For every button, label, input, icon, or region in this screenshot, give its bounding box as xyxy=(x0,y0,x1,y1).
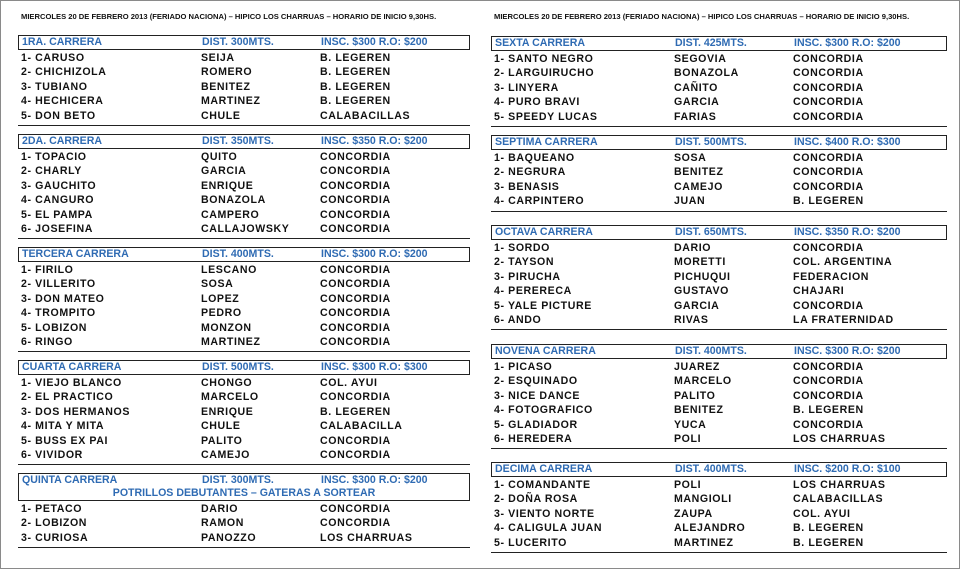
jockey-name: SOSA xyxy=(201,278,234,291)
jockey-name: MONZON xyxy=(201,321,252,334)
entry-row xyxy=(491,536,947,550)
race-inscription: INSC. $300 R.O: $200 xyxy=(794,345,901,357)
stable-origin: CONCORDIA xyxy=(793,389,864,402)
horse-name: 5- GLADIADOR xyxy=(494,418,578,431)
stable-origin: CALABACILLAS xyxy=(793,493,884,506)
race-divider xyxy=(18,547,470,548)
race-block xyxy=(491,135,947,212)
entry-row xyxy=(18,80,470,94)
jockey-name: ENRIQUE xyxy=(201,405,254,418)
race-header xyxy=(491,135,947,150)
race-distance: DIST. 400MTS. xyxy=(202,248,274,260)
race-subtitle: POTRILLOS DEBUTANTES – GATERAS A SORTEAR xyxy=(112,487,376,499)
entry-row xyxy=(18,335,470,349)
race-divider xyxy=(18,238,470,239)
right-heading: MIERCOLES 20 DE FEBRERO 2013 (FERIADO NACIONA) – HIPICO LOS CHARRUAS – HORARIO DE INICIO 9,30HS. xyxy=(494,12,910,21)
entry-row xyxy=(18,516,470,530)
stable-origin: CONCORDIA xyxy=(320,208,391,221)
race-distance: DIST. 650MTS. xyxy=(675,226,747,238)
jockey-name: CHONGO xyxy=(201,377,253,389)
jockey-name: SEIJA xyxy=(201,52,235,64)
race-name: SEPTIMA CARRERA xyxy=(495,136,598,148)
stable-origin: B. LEGEREN xyxy=(320,52,391,64)
horse-name: 4- MITA Y MITA xyxy=(21,420,105,433)
jockey-name: BENITEZ xyxy=(201,80,251,93)
race-inscription: INSC. $300 R.O: $200 xyxy=(321,474,428,486)
stable-origin: CONCORDIA xyxy=(320,503,391,515)
entry-row xyxy=(18,150,470,164)
jockey-name: PALITO xyxy=(674,389,716,402)
stable-origin: CONCORDIA xyxy=(320,179,391,192)
jockey-name: ZAUPA xyxy=(674,507,713,520)
horse-name: 3- PIRUCHA xyxy=(494,270,561,283)
jockey-name: PICHUQUI xyxy=(674,270,731,283)
horse-name: 5- DON BETO xyxy=(21,109,96,122)
jockey-name: CALLAJOWSKY xyxy=(201,222,290,235)
jockey-name: PANOZZO xyxy=(201,531,257,544)
race-header xyxy=(491,225,947,240)
horse-name: 4- CALIGULA JUAN xyxy=(494,522,603,535)
entry-row xyxy=(18,51,470,65)
race-inscription: INSC. $400 R.O: $300 xyxy=(794,136,901,148)
entry-row xyxy=(491,95,947,109)
entry-row xyxy=(18,321,470,335)
race-block xyxy=(18,247,470,352)
jockey-name: BENITEZ xyxy=(674,166,724,179)
stable-origin: CONCORDIA xyxy=(793,96,864,109)
horse-name: 3- BENASIS xyxy=(494,180,560,193)
stable-origin: LOS CHARRUAS xyxy=(793,479,886,491)
horse-name: 2- EL PRACTICO xyxy=(21,391,114,404)
jockey-name: YUCA xyxy=(674,418,707,431)
entry-row xyxy=(18,306,470,320)
jockey-name: CAMPERO xyxy=(201,208,260,221)
jockey-name: JUAREZ xyxy=(674,361,720,373)
race-header xyxy=(491,462,947,477)
horse-name: 1- CARUSO xyxy=(21,52,85,64)
horse-name: 2- DOÑA ROSA xyxy=(494,493,578,506)
race-block xyxy=(491,462,947,553)
entry-row xyxy=(491,521,947,535)
entry-row xyxy=(491,313,947,327)
jockey-name: MARCELO xyxy=(201,391,259,404)
stable-origin: COL. AYUI xyxy=(320,377,378,389)
entry-row xyxy=(18,531,470,545)
horse-name: 3- VIENTO NORTE xyxy=(494,507,595,520)
stable-origin: CONCORDIA xyxy=(793,152,864,164)
jockey-name: GARCIA xyxy=(201,165,247,178)
jockey-name: SOSA xyxy=(674,152,707,164)
entry-row xyxy=(491,255,947,269)
horse-name: 2- NEGRURA xyxy=(494,166,566,179)
entry-row xyxy=(18,405,470,419)
stable-origin: CHAJARI xyxy=(793,285,845,298)
race-distance: DIST. 425MTS. xyxy=(675,37,747,49)
race-name: NOVENA CARRERA xyxy=(495,345,596,357)
jockey-name: DARIO xyxy=(674,242,712,254)
jockey-name: CAMEJO xyxy=(201,448,250,461)
stable-origin: CONCORDIA xyxy=(320,165,391,178)
race-inscription: INSC. $300 R.O: $200 xyxy=(321,36,428,48)
jockey-name: FARIAS xyxy=(674,110,717,123)
race-name: TERCERA CARRERA xyxy=(22,248,129,260)
stable-origin: CONCORDIA xyxy=(320,292,391,305)
horse-name: 3- GAUCHITO xyxy=(21,179,97,192)
entry-row xyxy=(18,164,470,178)
entry-row xyxy=(491,492,947,506)
race-block xyxy=(18,134,470,239)
horse-name: 4- HECHICERA xyxy=(21,95,104,108)
entry-row xyxy=(18,502,470,516)
race-divider xyxy=(18,464,470,465)
entry-row xyxy=(18,222,470,236)
horse-name: 5- BUSS EX PAI xyxy=(21,434,109,447)
stable-origin: CONCORDIA xyxy=(320,391,391,404)
entry-list xyxy=(491,359,947,446)
entry-row xyxy=(18,65,470,79)
horse-name: 2- ESQUINADO xyxy=(494,375,578,388)
entry-row xyxy=(491,432,947,446)
race-header xyxy=(18,35,470,50)
horse-name: 4- TROMPITO xyxy=(21,307,96,320)
horse-name: 4- PERERECA xyxy=(494,285,572,298)
horse-name: 1- PICASO xyxy=(494,361,553,373)
horse-name: 3- DOS HERMANOS xyxy=(21,405,131,418)
jockey-name: MANGIOLI xyxy=(674,493,732,506)
stable-origin: CONCORDIA xyxy=(793,242,864,254)
jockey-name: MARTINEZ xyxy=(201,335,261,348)
entry-list xyxy=(18,375,470,462)
horse-name: 5- LOBIZON xyxy=(21,321,88,334)
entry-row xyxy=(491,165,947,179)
entry-list xyxy=(491,51,947,124)
horse-name: 6- ANDO xyxy=(494,313,542,326)
entry-row xyxy=(491,270,947,284)
entry-row xyxy=(491,241,947,255)
stable-origin: CONCORDIA xyxy=(320,278,391,291)
jockey-name: MORETTI xyxy=(674,256,726,269)
horse-name: 1- VIEJO BLANCO xyxy=(21,377,122,389)
stable-origin: CONCORDIA xyxy=(793,53,864,65)
stable-origin: CONCORDIA xyxy=(793,110,864,123)
entry-row xyxy=(18,376,470,390)
stable-origin: B. LEGEREN xyxy=(320,95,391,108)
horse-name: 4- CANGURO xyxy=(21,194,95,207)
stable-origin: FEDERACION xyxy=(793,270,870,283)
race-divider xyxy=(491,126,947,127)
stable-origin: CONCORDIA xyxy=(320,264,391,276)
jockey-name: LESCANO xyxy=(201,264,257,276)
stable-origin: CONCORDIA xyxy=(320,194,391,207)
horse-name: 3- DON MATEO xyxy=(21,292,105,305)
stable-origin: CONCORDIA xyxy=(793,418,864,431)
jockey-name: GARCIA xyxy=(674,96,720,109)
race-divider xyxy=(491,211,947,212)
entry-row xyxy=(491,284,947,298)
entry-list xyxy=(18,50,470,123)
horse-name: 3- LINYERA xyxy=(494,81,559,94)
horse-name: 1- PETACO xyxy=(21,503,83,515)
entry-row xyxy=(491,299,947,313)
stable-origin: CALABACILLAS xyxy=(320,109,411,122)
race-header xyxy=(18,473,470,501)
race-inscription: INSC. $300 R.O: $300 xyxy=(321,361,428,373)
horse-name: 2- CHICHIZOLA xyxy=(21,66,107,79)
jockey-name: CHULE xyxy=(201,109,241,122)
entry-row xyxy=(491,360,947,374)
race-inscription: INSC. $350 R.O: $200 xyxy=(321,135,428,147)
race-inscription: INSC. $300 R.O: $200 xyxy=(794,37,901,49)
race-inscription: INSC. $200 R.O: $100 xyxy=(794,463,901,475)
entry-row xyxy=(18,292,470,306)
horse-name: 2- CHARLY xyxy=(21,165,82,178)
stable-origin: LOS CHARRUAS xyxy=(320,531,413,544)
horse-name: 4- FOTOGRAFICO xyxy=(494,404,593,417)
entry-row xyxy=(491,180,947,194)
entry-list xyxy=(18,501,470,545)
entry-row xyxy=(18,448,470,462)
jockey-name: DARIO xyxy=(201,503,239,515)
race-header xyxy=(491,344,947,359)
jockey-name: CHULE xyxy=(201,420,241,433)
entry-list xyxy=(18,149,470,236)
entry-row xyxy=(18,193,470,207)
entry-row xyxy=(18,277,470,291)
race-name: 1RA. CARRERA xyxy=(22,36,103,48)
race-distance: DIST. 350MTS. xyxy=(202,135,274,147)
stable-origin: COL. ARGENTINA xyxy=(793,256,893,269)
stable-origin: CONCORDIA xyxy=(793,81,864,94)
jockey-name: LOPEZ xyxy=(201,292,240,305)
stable-origin: CONCORDIA xyxy=(793,180,864,193)
horse-name: 6- HEREDERA xyxy=(494,432,573,445)
stable-origin: B. LEGEREN xyxy=(320,405,391,418)
horse-name: 5- SPEEDY LUCAS xyxy=(494,110,598,123)
horse-name: 1- FIRILO xyxy=(21,264,74,276)
race-header xyxy=(18,134,470,149)
jockey-name: GARCIA xyxy=(674,299,720,312)
entry-row xyxy=(491,403,947,417)
entry-row xyxy=(491,418,947,432)
entry-row xyxy=(18,208,470,222)
race-distance: DIST. 500MTS. xyxy=(202,361,274,373)
race-name: OCTAVA CARRERA xyxy=(495,226,593,238)
jockey-name: MARCELO xyxy=(674,375,732,388)
entry-row xyxy=(491,194,947,208)
race-block xyxy=(18,473,470,548)
jockey-name: BENITEZ xyxy=(674,404,724,417)
race-divider xyxy=(18,125,470,126)
entry-list xyxy=(491,477,947,550)
stable-origin: CONCORDIA xyxy=(320,335,391,348)
entry-row xyxy=(18,109,470,123)
race-block xyxy=(491,36,947,127)
race-distance: DIST. 400MTS. xyxy=(675,345,747,357)
stable-origin: LA FRATERNIDAD xyxy=(793,313,894,326)
jockey-name: POLI xyxy=(674,432,702,445)
race-block xyxy=(491,225,947,330)
stable-origin: B. LEGEREN xyxy=(320,66,391,79)
jockey-name: QUITO xyxy=(201,151,238,163)
horse-name: 6- VIVIDOR xyxy=(21,448,83,461)
stable-origin: CONCORDIA xyxy=(320,307,391,320)
horse-name: 2- LOBIZON xyxy=(21,517,88,530)
race-divider xyxy=(491,552,947,553)
race-name: DECIMA CARRERA xyxy=(495,463,593,475)
race-block xyxy=(18,35,470,126)
jockey-name: PALITO xyxy=(201,434,243,447)
jockey-name: MARTINEZ xyxy=(674,536,734,549)
stable-origin: B. LEGEREN xyxy=(793,404,864,417)
entry-row xyxy=(491,110,947,124)
stable-origin: LOS CHARRUAS xyxy=(793,432,886,445)
stable-origin: CONCORDIA xyxy=(320,321,391,334)
stable-origin: COL. AYUI xyxy=(793,507,851,520)
race-divider xyxy=(491,448,947,449)
jockey-name: CAÑITO xyxy=(674,81,719,94)
race-inscription: INSC. $300 R.O: $200 xyxy=(321,248,428,260)
entry-row xyxy=(491,507,947,521)
stable-origin: CONCORDIA xyxy=(793,375,864,388)
entry-row xyxy=(18,94,470,108)
stable-origin: CONCORDIA xyxy=(793,361,864,373)
race-distance: DIST. 300MTS. xyxy=(202,474,274,486)
jockey-name: JUAN xyxy=(674,195,706,208)
entry-list xyxy=(491,240,947,327)
entry-row xyxy=(18,263,470,277)
horse-name: 1- COMANDANTE xyxy=(494,479,591,491)
jockey-name: ENRIQUE xyxy=(201,179,254,192)
entry-row xyxy=(491,81,947,95)
entry-row xyxy=(491,151,947,165)
jockey-name: CAMEJO xyxy=(674,180,723,193)
race-distance: DIST. 300MTS. xyxy=(202,36,274,48)
horse-name: 4- CARPINTERO xyxy=(494,195,585,208)
jockey-name: POLI xyxy=(674,479,702,491)
stable-origin: B. LEGEREN xyxy=(793,522,864,535)
stable-origin: CONCORDIA xyxy=(320,222,391,235)
entry-row xyxy=(491,478,947,492)
jockey-name: BONAZOLA xyxy=(674,67,739,80)
jockey-name: BONAZOLA xyxy=(201,194,266,207)
horse-name: 1- TOPACIO xyxy=(21,151,87,163)
jockey-name: SEGOVIA xyxy=(674,53,727,65)
stable-origin: CALABACILLA xyxy=(320,420,403,433)
entry-row xyxy=(18,419,470,433)
left-heading: MIERCOLES 20 DE FEBRERO 2013 (FERIADO NACIONA) – HIPICO LOS CHARRUAS – HORARIO DE INICIO 9,30HS. xyxy=(21,12,437,21)
race-name: CUARTA CARRERA xyxy=(22,361,122,373)
entry-list xyxy=(18,262,470,349)
horse-name: 6- RINGO xyxy=(21,335,73,348)
entry-list xyxy=(491,150,947,209)
horse-name: 1- SANTO NEGRO xyxy=(494,53,594,65)
horse-name: 2- TAYSON xyxy=(494,256,555,269)
horse-name: 3- NICE DANCE xyxy=(494,389,581,402)
race-name: SEXTA CARRERA xyxy=(495,37,586,49)
horse-name: 2- LARGUIRUCHO xyxy=(494,67,595,80)
entry-row xyxy=(18,390,470,404)
stable-origin: CONCORDIA xyxy=(793,166,864,179)
race-inscription: INSC. $350 R.O: $200 xyxy=(794,226,901,238)
horse-name: 3- CURIOSA xyxy=(21,531,89,544)
horse-name: 1- SORDO xyxy=(494,242,551,254)
horse-name: 2- VILLERITO xyxy=(21,278,96,291)
stable-origin: CONCORDIA xyxy=(320,448,391,461)
horse-name: 3- TUBIANO xyxy=(21,80,88,93)
horse-name: 6- JOSEFINA xyxy=(21,222,93,235)
stable-origin: B. LEGEREN xyxy=(793,195,864,208)
stable-origin: CONCORDIA xyxy=(793,299,864,312)
stable-origin: CONCORDIA xyxy=(320,434,391,447)
entry-row xyxy=(491,389,947,403)
race-distance: DIST. 500MTS. xyxy=(675,136,747,148)
entry-row xyxy=(491,66,947,80)
race-block xyxy=(18,360,470,465)
entry-row xyxy=(18,179,470,193)
horse-name: 4- PURO BRAVI xyxy=(494,96,580,109)
jockey-name: RAMON xyxy=(201,517,245,530)
horse-name: 5- LUCERITO xyxy=(494,536,567,549)
stable-origin: CONCORDIA xyxy=(793,67,864,80)
horse-name: 5- EL PAMPA xyxy=(21,208,93,221)
jockey-name: ALEJANDRO xyxy=(674,522,746,535)
race-name: QUINTA CARRERA xyxy=(22,474,118,486)
race-divider xyxy=(491,329,947,330)
horse-name: 5- YALE PICTURE xyxy=(494,299,592,312)
jockey-name: PEDRO xyxy=(201,307,242,320)
stable-origin: CONCORDIA xyxy=(320,151,391,163)
race-block xyxy=(491,344,947,449)
race-name: 2DA. CARRERA xyxy=(22,135,103,147)
jockey-name: MARTINEZ xyxy=(201,95,261,108)
entry-row xyxy=(491,52,947,66)
race-divider xyxy=(18,351,470,352)
jockey-name: RIVAS xyxy=(674,313,709,326)
stable-origin: CONCORDIA xyxy=(320,517,391,530)
jockey-name: ROMERO xyxy=(201,66,253,79)
race-distance: DIST. 400MTS. xyxy=(675,463,747,475)
entry-row xyxy=(491,374,947,388)
entry-row xyxy=(18,434,470,448)
jockey-name: GUSTAVO xyxy=(674,285,730,298)
race-header xyxy=(18,360,470,375)
stable-origin: B. LEGEREN xyxy=(320,80,391,93)
stable-origin: B. LEGEREN xyxy=(793,536,864,549)
horse-name: 1- BAQUEANO xyxy=(494,152,575,164)
race-header xyxy=(491,36,947,51)
race-header xyxy=(18,247,470,262)
